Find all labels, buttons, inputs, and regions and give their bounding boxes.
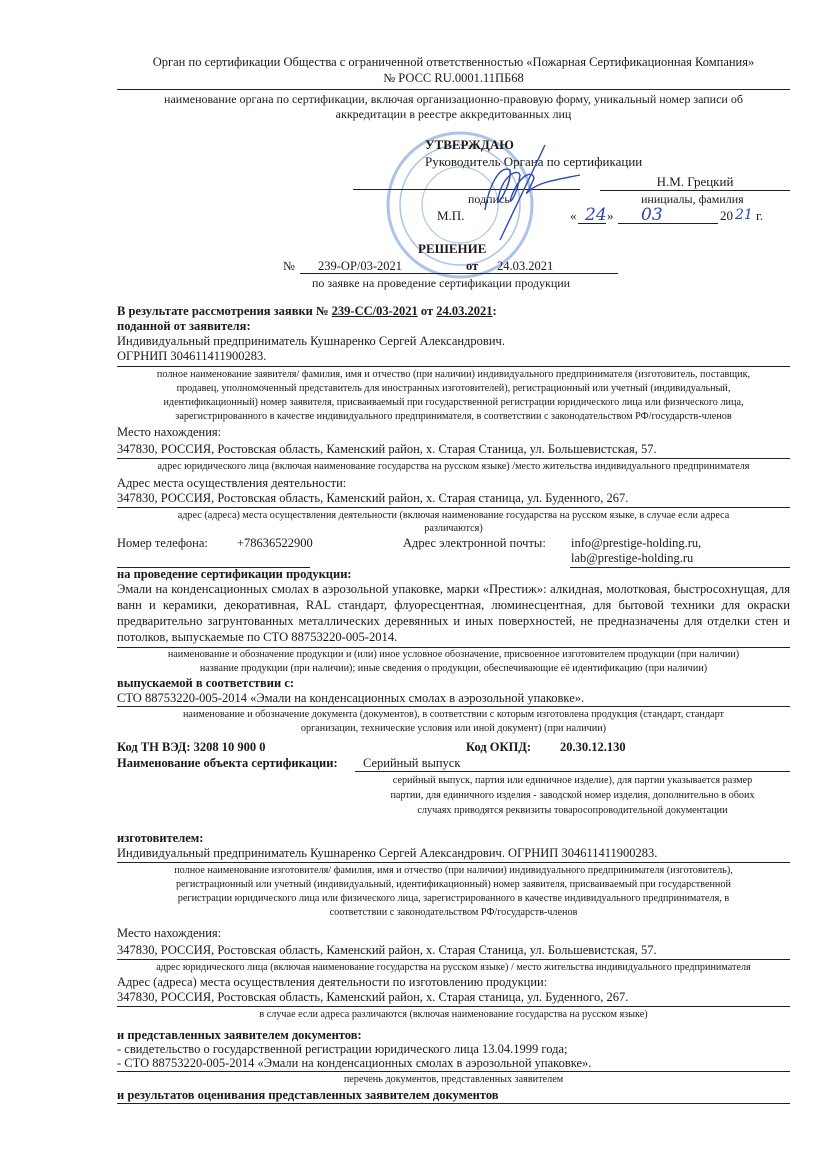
email-line	[570, 567, 790, 568]
documents-note: перечень документов, представленных заявителем	[343, 1074, 564, 1085]
divider	[117, 706, 790, 707]
product-note-1: наименование и обозначение продукции и (или) иное условное обозначение, присвоенное изготовителем продукции (при наличии)	[167, 649, 740, 660]
divider	[117, 1103, 790, 1104]
product-note-2: название продукции (при наличии); иные сведения о продукции, обеспечивающие её идентификацию (при наличии)	[199, 663, 708, 674]
date-open-quote: «	[570, 208, 577, 223]
documents-label: и представленных заявителем документов:	[117, 1028, 362, 1042]
manufacturer-note-3: регистрации юридического лица или физического лица, зарегистрированного в качестве индивидуального предпринимателя, в	[177, 893, 730, 904]
year-prefix: 20	[720, 208, 733, 223]
phone-value: +78636522900	[237, 536, 313, 550]
location-address: 347830, РОССИЯ, Ростовская область, Каменский район, х. Старая Станица, ул. Большевистская, 57.	[117, 442, 657, 456]
location-label: Место нахождения:	[117, 425, 222, 439]
divider	[117, 959, 790, 960]
applicant-note-3: идентификационный) номер заявителя, присваиваемый при государственной регистрации юридического лица или физического лица,	[163, 397, 744, 408]
applicant-note-1: полное наименование заявителя/ фамилия, имя и отчество (при наличии) индивидуального предпринимателя (изготовитель, поставщик,	[156, 369, 751, 380]
applicant-ogrnip: ОГРНИП 304611411900283.	[117, 349, 267, 363]
decision-line	[300, 273, 618, 274]
standard-note-2: организации, технические условия или иной документ) (при наличии)	[300, 723, 607, 734]
org-note-1: наименование органа по сертификации, включая организационно-правовую форму, уникальный номер записи об	[164, 92, 743, 106]
approval-year: 21	[735, 207, 753, 223]
manufacturer-location-label: Место нахождения:	[117, 926, 222, 940]
production-label: Адрес (адреса) места осуществления деятельности по изготовлению продукции:	[117, 975, 548, 989]
divider	[117, 89, 790, 90]
manufacturer-location: 347830, РОССИЯ, Ростовская область, Каменский район, х. Старая Станица, ул. Большевистская, 57.	[117, 943, 657, 957]
location-note: адрес юридического лица (включая наименование государства на русском языке) /место жительства индивидуального предпринимателя	[157, 461, 750, 472]
activity-note-1: адрес (адреса) места осуществления деятельности (включая наименование государства на русском языке, в случае если адреса	[177, 510, 730, 521]
phone-label: Номер телефона:	[117, 536, 208, 550]
applicant-note-2: продавец, уполномоченный представитель для иностранных изготовителей), регистрационный или учетный (индивидуальный,	[176, 383, 731, 394]
applicant-name: Индивидуальный предприниматель Кушнаренко Сергей Александрович.	[117, 334, 505, 348]
divider	[117, 458, 790, 459]
manufacturer-note-2: регистрационный или учетный (индивидуальный, идентификационный) номер заявителя, присваиваемый при государственной	[176, 879, 731, 890]
approver-name: Н.М. Грецкий	[656, 174, 734, 189]
email-label: Адрес электронной почты:	[403, 536, 546, 550]
manufacturer-location-note: адрес юридического лица (включая наименование государства на русском языке) / место жительства индивидуального предпринимателя	[156, 962, 751, 973]
intro-mid: от	[417, 304, 437, 318]
application-number: 239-СС/03-2021	[331, 304, 418, 318]
okpd-label: Код ОКПД:	[466, 740, 532, 754]
standard-value: СТО 88753220-005-2014 «Эмали на конденсационных смолах в аэрозольной упаковке».	[117, 691, 585, 705]
manufacturer-note-4: соответствии с законодательством РФ/государств-членов	[329, 907, 578, 918]
application-intro	[117, 304, 497, 318]
product-description: Эмали на конденсационных смолах в аэрозольной упаковке, марки «Престиж»: алкидная, молотковая, быстросохнущая, для ванн и керамики, декоративная, RAL стандарт, флуоресцентная, люминесцентная, для бытовой техники для окраски предварительно загрунтованных металлических деревянных и иных поверхностей, не предназначены для отделки стен и потолков, выпускаемые по СТО 88753220-005-2014.	[117, 582, 790, 644]
manufacturer-name: Индивидуальный предприниматель Кушнаренко Сергей Александрович. ОГРНИП 304611411900283.	[117, 846, 658, 860]
divider	[117, 1071, 790, 1072]
seal-label: М.П.	[437, 208, 465, 223]
applicant-label: поданной от заявителя:	[117, 319, 251, 333]
decision-subtitle: по заявке на проведение сертификации продукции	[312, 276, 571, 290]
approval-title: УТВЕРЖДАЮ	[425, 137, 514, 152]
email-1: info@prestige-holding.ru,	[571, 536, 702, 550]
production-note: в случае если адреса различаются (включая наименование государства на русском языке)	[259, 1009, 648, 1020]
divider	[117, 366, 790, 367]
applicant-note-4: зарегистрированного в качестве индивидуального предпринимателя, в соответствии с законодательством РФ/государств-членов	[175, 411, 732, 422]
standard-note-1: наименование и обозначение документа (документов), в соответствии с которым изготовлена продукция (стандарт, стандарт	[182, 709, 724, 720]
signature-note: подпись	[468, 192, 510, 206]
date-close-quote: »	[607, 208, 614, 223]
year-unit: г.	[756, 208, 764, 223]
decision-number: 239-ОР/03-2021	[318, 259, 403, 273]
activity-note-2: различаются)	[424, 523, 483, 534]
divider	[117, 507, 790, 508]
object-line	[355, 771, 790, 772]
intro-suffix: :	[492, 304, 497, 318]
email-2: lab@prestige-holding.ru	[571, 551, 694, 565]
object-note-2: партии, для единичного изделия - заводской номер изделия, дополнительно в обоих	[390, 790, 755, 801]
results-label: и результатов оценивания представленных заявителем документов	[117, 1088, 499, 1102]
divider	[117, 862, 790, 863]
month-line	[618, 223, 718, 224]
document-item-1: - свидетельство о государственной регистрации юридического лица 13.04.1999 года;	[117, 1042, 568, 1056]
signature-icon	[440, 140, 590, 250]
manufacturer-label: изготовителем:	[117, 831, 204, 845]
org-accreditation-number: № РОСС RU.0001.11ПБ68	[383, 71, 524, 85]
object-note-3: случаях приводятся реквизиты товаросопроводительной документации	[417, 805, 728, 816]
decision-date-label: от	[466, 259, 479, 273]
approval-position: Руководитель Органа по сертификации	[425, 154, 643, 169]
object-label: Наименование объекта сертификации:	[117, 756, 338, 770]
approval-day: 24	[585, 205, 607, 225]
org-note-2: аккредитации в реестре аккредитованных лиц	[335, 107, 572, 121]
object-note-1: серийный выпуск, партия или единичное изделие), для партии указывается размер	[392, 775, 753, 786]
product-label: на проведение сертификации продукции:	[117, 567, 352, 581]
manufacturer-note-1: полное наименование изготовителя/ фамилия, имя и отчество (при наличии) индивидуального предпринимателя (изготовитель),	[174, 865, 733, 876]
approval-month: 03	[641, 205, 663, 225]
okpd-code: 20.30.12.130	[560, 740, 626, 754]
activity-address: 347830, РОССИЯ, Ростовская область, Каменский район, х. Старая станица, ул. Буденного, 267.	[117, 491, 629, 505]
activity-label: Адрес места осуществления деятельности:	[117, 476, 347, 490]
document-item-2: - СТО 88753220-005-2014 «Эмали на конденсационных смолах в аэрозольной упаковке».	[117, 1056, 592, 1070]
production-address: 347830, РОССИЯ, Ростовская область, Каменский район, х. Старая станица, ул. Буденного, 267.	[117, 990, 629, 1004]
name-line	[600, 190, 790, 191]
tnved-code: Код ТН ВЭД: 3208 10 900 0	[117, 740, 266, 754]
org-name: Орган по сертификации Общества с ограниченной ответственностью «Пожарная Сертификационная Компания»	[152, 55, 755, 69]
decision-date: 24.03.2021	[497, 259, 554, 273]
decision-title: РЕШЕНИЕ	[418, 241, 487, 256]
object-value: Серийный выпуск	[363, 756, 461, 770]
name-note: инициалы, фамилия	[641, 192, 744, 206]
decision-number-label: №	[283, 259, 295, 273]
divider	[117, 1006, 790, 1007]
standard-label: выпускаемой в соответствии с:	[117, 676, 295, 690]
application-date: 24.03.2021	[436, 304, 493, 318]
intro-prefix: В результате рассмотрения заявки №	[117, 304, 332, 318]
